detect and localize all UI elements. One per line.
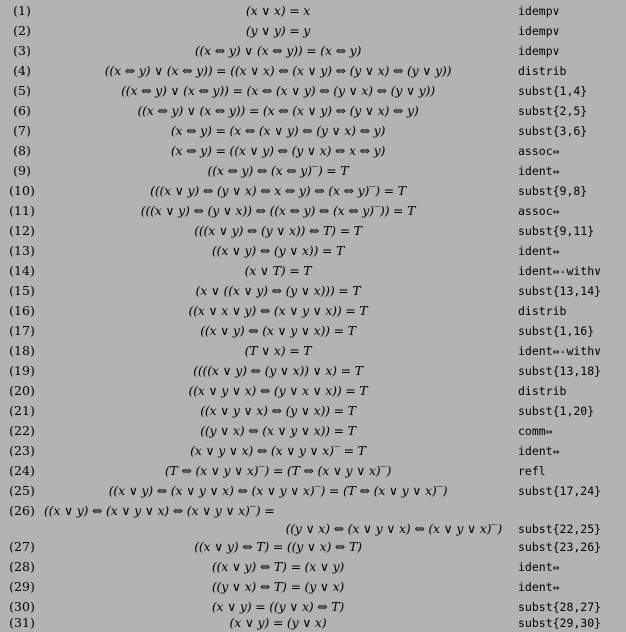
step-equation: ((x ∨ y) ⇔ (x ∨ y ∨ x)) = T bbox=[200, 323, 356, 338]
step-justification: idemp∨ bbox=[518, 44, 560, 58]
step-number: (11) bbox=[9, 203, 35, 218]
step-equation: ((x ⇔ y) ∨ (x ⇔ y)) = ((x ∨ x) ⇔ (x ∨ y) ⇔ (y ∨ x) ⇔ (y ∨ y)) bbox=[104, 63, 452, 78]
step-justification: subst{1,16} bbox=[518, 324, 595, 338]
step-number: (29) bbox=[9, 579, 35, 594]
step-justification: ident⇔-with∨ bbox=[518, 264, 602, 278]
step-number: (1) bbox=[13, 3, 31, 18]
proof-step bbox=[0, 242, 626, 260]
step-equation: ((x ⇔ y) ∨ (x ⇔ y)) = (x ⇔ (x ∨ y) ⇔ (y ∨ x) ⇔ y) bbox=[137, 103, 419, 118]
step-justification: refl bbox=[518, 464, 546, 478]
proof-step bbox=[0, 2, 626, 20]
step-number: (4) bbox=[13, 63, 31, 78]
step-equation: (T ⇔ (x ∨ y ∨ x)‾) = (T ⇔ (x ∨ y ∨ x)‾) bbox=[164, 463, 392, 478]
step-equation: ((y ∨ x) ⇔ T) = (y ∨ x) bbox=[211, 579, 345, 594]
proof-step bbox=[0, 82, 626, 100]
step-equation: ((y ∨ x) ⇔ (x ∨ y ∨ x) ⇔ (x ∨ y ∨ x)‾) bbox=[285, 521, 502, 536]
step-justification: distrib bbox=[518, 384, 567, 398]
step-equation: (x ∨ y) = ((y ∨ x) ⇔ T) bbox=[211, 599, 345, 614]
step-justification: ident⇔ bbox=[518, 560, 560, 574]
step-number: (9) bbox=[13, 163, 31, 178]
step-number: (23) bbox=[9, 443, 35, 458]
step-justification: subst{9,11} bbox=[518, 224, 595, 238]
proof-step bbox=[0, 442, 626, 460]
step-equation: ((((x ∨ y) ⇔ (y ∨ x)) ∨ x) = T bbox=[193, 363, 363, 378]
step-equation: ((x ⇔ y) ⇔ (x ⇔ y)‾) = T bbox=[207, 163, 349, 178]
step-number: (17) bbox=[9, 323, 35, 338]
step-justification: subst{1,4} bbox=[518, 84, 588, 98]
proof-step bbox=[0, 102, 626, 120]
proof-step bbox=[0, 202, 626, 220]
step-justification: subst{2,5} bbox=[518, 104, 588, 118]
step-justification: subst{29,30} bbox=[518, 616, 602, 630]
proof-step bbox=[0, 422, 626, 440]
step-equation: (x ∨ T) = T bbox=[244, 263, 312, 278]
step-equation: ((x ∨ y) ⇔ (x ∨ y ∨ x) ⇔ (x ∨ y ∨ x)‾) = bbox=[44, 503, 275, 518]
step-justification: subst{13,18} bbox=[518, 364, 602, 378]
step-justification: ident⇔ bbox=[518, 580, 560, 594]
step-number: (2) bbox=[13, 23, 31, 38]
proof-step bbox=[0, 282, 626, 300]
step-justification: subst{22,25} bbox=[518, 522, 602, 536]
proof-step bbox=[0, 402, 626, 420]
proof-step bbox=[0, 162, 626, 180]
step-number: (5) bbox=[13, 83, 31, 98]
step-number: (21) bbox=[9, 403, 35, 418]
step-equation: (((x ∨ y) ⇔ (y ∨ x)) ⇔ ((x ⇔ y) ⇔ (x ⇔ y)‾)) = T bbox=[140, 203, 416, 218]
step-number: (19) bbox=[9, 363, 35, 378]
step-equation: (x ∨ y ∨ x) ⇔ (x ∨ y ∨ x)‾ = T bbox=[190, 443, 366, 458]
step-number: (8) bbox=[13, 143, 31, 158]
step-justification: subst{17,24} bbox=[518, 484, 602, 498]
proof-step bbox=[0, 502, 626, 520]
proof-step bbox=[0, 362, 626, 380]
proof-step bbox=[0, 142, 626, 160]
step-number: (7) bbox=[13, 123, 31, 138]
step-equation: (((x ∨ y) ⇔ (y ∨ x)) ⇔ T) = T bbox=[194, 223, 362, 238]
step-equation: ((x ∨ y ∨ x) ⇔ (y ∨ x ∨ x)) = T bbox=[188, 383, 368, 398]
step-number: (16) bbox=[9, 303, 35, 318]
step-justification: subst{3,6} bbox=[518, 124, 588, 138]
step-equation: ((x ∨ y) ⇔ (x ∨ y ∨ x) ⇔ (x ∨ y ∨ x)‾) = (T ⇔ (x ∨ y ∨ x)‾) bbox=[108, 483, 448, 498]
proof-step bbox=[0, 322, 626, 340]
proof-step bbox=[0, 302, 626, 320]
step-number: (20) bbox=[9, 383, 35, 398]
step-number: (24) bbox=[9, 463, 35, 478]
step-equation: ((x ⇔ y) ∨ (x ⇔ y)) = (x ⇔ y) bbox=[194, 43, 362, 58]
proof-step-continuation bbox=[0, 520, 626, 538]
proof-step bbox=[0, 558, 626, 576]
proof-step bbox=[0, 42, 626, 60]
proof-step bbox=[0, 482, 626, 500]
step-justification: ident⇔ bbox=[518, 444, 560, 458]
step-justification: ident⇔ bbox=[518, 244, 560, 258]
step-equation: (T ∨ x) = T bbox=[244, 343, 312, 358]
step-equation: (x ∨ y) = (y ∨ x) bbox=[229, 615, 327, 630]
proof-step bbox=[0, 538, 626, 556]
step-number: (12) bbox=[9, 223, 35, 238]
step-number: (13) bbox=[9, 243, 35, 258]
proof-step bbox=[0, 62, 626, 80]
proof-step bbox=[0, 122, 626, 140]
step-equation: (((x ∨ y) ⇔ (y ∨ x) ⇔ x ⇔ y) ⇔ (x ⇔ y)‾) = T bbox=[150, 183, 406, 198]
step-number: (22) bbox=[9, 423, 35, 438]
step-number: (31) bbox=[9, 615, 35, 630]
step-equation: (y ∨ y) = y bbox=[245, 23, 311, 38]
step-number: (18) bbox=[9, 343, 35, 358]
proof-step bbox=[0, 182, 626, 200]
step-number: (30) bbox=[9, 599, 35, 614]
step-equation: ((x ∨ y) ⇔ T) = (x ∨ y) bbox=[211, 559, 345, 574]
step-equation: (x ∨ ((x ∨ y) ⇔ (y ∨ x))) = T bbox=[195, 283, 361, 298]
step-equation: ((x ∨ x ∨ y) ⇔ (x ∨ y ∨ x)) = T bbox=[188, 303, 368, 318]
step-number: (14) bbox=[9, 263, 35, 278]
step-number: (26) bbox=[9, 503, 35, 518]
proof-step bbox=[0, 382, 626, 400]
step-number: (10) bbox=[9, 183, 35, 198]
step-equation: (x ⇔ y) = ((x ∨ y) ⇔ (y ∨ x) ⇔ x ⇔ y) bbox=[170, 143, 386, 158]
proof-step bbox=[0, 262, 626, 280]
step-justification: subst{23,26} bbox=[518, 540, 602, 554]
step-equation: (x ∨ x) = x bbox=[245, 3, 311, 18]
step-justification: subst{9,8} bbox=[518, 184, 588, 198]
proof-step bbox=[0, 614, 626, 632]
step-justification: idemp∨ bbox=[518, 4, 560, 18]
step-equation: ((x ∨ y) ⇔ T) = ((y ∨ x) ⇔ T) bbox=[194, 539, 362, 554]
step-equation: ((x ∨ y) ⇔ (y ∨ x)) = T bbox=[211, 243, 345, 258]
step-equation: ((x ∨ y ∨ x) ⇔ (y ∨ x)) = T bbox=[200, 403, 356, 418]
step-justification: distrib bbox=[518, 64, 567, 78]
proof-step bbox=[0, 222, 626, 240]
step-number: (15) bbox=[9, 283, 35, 298]
step-justification: assoc⇔ bbox=[518, 144, 560, 158]
step-justification: subst{1,20} bbox=[518, 404, 595, 418]
step-number: (27) bbox=[9, 539, 35, 554]
step-number: (25) bbox=[9, 483, 35, 498]
step-number: (28) bbox=[9, 559, 35, 574]
step-number: (6) bbox=[13, 103, 31, 118]
step-equation: ((x ⇔ y) ∨ (x ⇔ y)) = (x ⇔ (x ∨ y) ⇔ (y ∨ x) ⇔ (y ∨ y)) bbox=[121, 83, 435, 98]
step-justification: assoc⇔ bbox=[518, 204, 560, 218]
step-justification: distrib bbox=[518, 304, 567, 318]
step-justification: subst{28,27} bbox=[518, 600, 602, 614]
step-justification: idemp∨ bbox=[518, 24, 560, 38]
step-equation: (x ⇔ y) = (x ⇔ (x ∨ y) ⇔ (y ∨ x) ⇔ y) bbox=[170, 123, 386, 138]
step-justification: subst{13,14} bbox=[518, 284, 602, 298]
step-justification: ident⇔ bbox=[518, 164, 560, 178]
proof-step bbox=[0, 578, 626, 596]
proof-step bbox=[0, 462, 626, 480]
step-number: (3) bbox=[13, 43, 31, 58]
step-justification: ident⇔-with∨ bbox=[518, 344, 602, 358]
step-equation: ((y ∨ x) ⇔ (x ∨ y ∨ x)) = T bbox=[200, 423, 356, 438]
proof-step bbox=[0, 22, 626, 40]
step-justification: comm⇔ bbox=[518, 424, 553, 438]
proof-step bbox=[0, 342, 626, 360]
